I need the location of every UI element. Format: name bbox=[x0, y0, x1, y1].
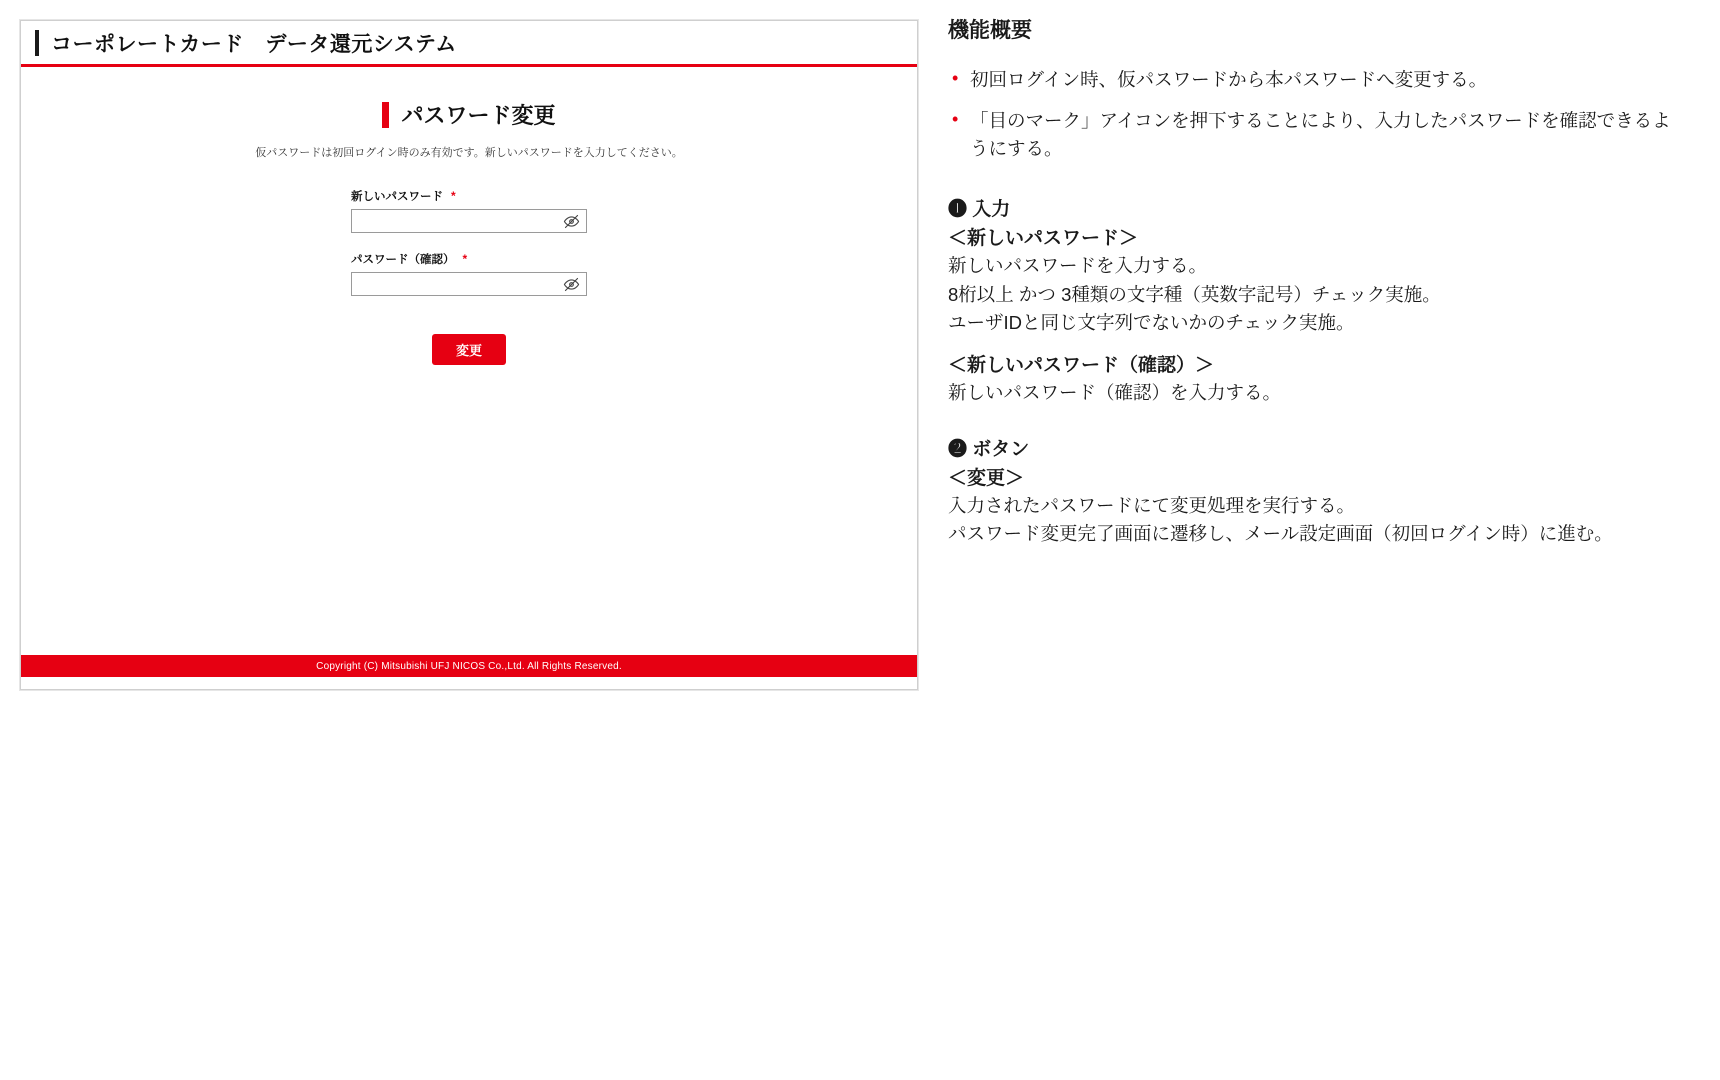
field-new-password-label: 新しいパスワード bbox=[351, 191, 443, 203]
field-new-password bbox=[351, 188, 587, 233]
annotation-title: 機能概要 bbox=[948, 19, 1032, 42]
eye-off-icon[interactable] bbox=[562, 275, 580, 293]
section-subheading: ＜新しいパスワード＞ bbox=[948, 228, 1139, 250]
password-change-form bbox=[21, 188, 917, 365]
app-footer: Copyright (C) Mitsubishi UFJ NICOS Co.,Ltd. All Rights Reserved. bbox=[21, 655, 917, 677]
header-accent-bar bbox=[35, 30, 39, 56]
submit-row bbox=[432, 334, 506, 365]
change-password-button[interactable]: 変更 bbox=[432, 334, 506, 365]
section-line: 入力されたパスワードにて変更処理を実行する。 bbox=[948, 494, 1356, 516]
app-header bbox=[21, 21, 917, 67]
section-line: パスワード変更完了画面に遷移し、メール設定画面（初回ログイン時）に進む。 bbox=[948, 523, 1613, 545]
page-note: 仮パスワードは初回ログイン時のみ有効です。新しいパスワードを入力してください。 bbox=[255, 147, 683, 159]
page-title bbox=[21, 99, 917, 130]
spacer bbox=[948, 338, 1688, 350]
annotation-panel bbox=[948, 14, 1688, 575]
page-title-accent bbox=[382, 102, 389, 128]
new-password-input[interactable] bbox=[352, 210, 552, 232]
application-window bbox=[20, 20, 918, 690]
section-heading: ❶ 入力 bbox=[948, 199, 1011, 221]
annotation-section-button bbox=[948, 434, 1688, 549]
confirm-password-input[interactable] bbox=[352, 273, 552, 295]
app-title: コーポレートカード データ還元システム bbox=[51, 32, 457, 56]
new-password-input-wrap[interactable] bbox=[351, 209, 587, 233]
section-heading: ❷ ボタン bbox=[948, 438, 1030, 460]
confirm-password-input-wrap[interactable] bbox=[351, 272, 587, 296]
section-subheading: ＜新しいパスワード（確認）＞ bbox=[948, 355, 1215, 377]
section-line: 8桁以上 かつ 3種類の文字種（英数字記号）チェック実施。 bbox=[948, 283, 1441, 305]
field-new-password-label-row bbox=[351, 188, 587, 204]
field-confirm-password-label: パスワード（確認） bbox=[351, 254, 455, 266]
section-line: 新しいパスワード（確認）を入力する。 bbox=[948, 382, 1282, 404]
required-marker: * bbox=[462, 252, 468, 266]
field-confirm-password bbox=[351, 251, 587, 296]
field-confirm-password-label-row bbox=[351, 251, 587, 267]
annotation-section-input bbox=[948, 194, 1688, 408]
list-item: • 初回ログイン時、仮パスワードから本パスワードへ変更する。 bbox=[948, 66, 1688, 95]
required-marker: * bbox=[451, 189, 456, 203]
section-subheading: ＜変更＞ bbox=[948, 467, 1025, 489]
annotation-bullets bbox=[948, 66, 1688, 164]
section-line: ユーザIDと同じ文字列でないかのチェック実施。 bbox=[948, 312, 1355, 334]
page-title-text: パスワード変更 bbox=[401, 103, 556, 128]
eye-off-icon[interactable] bbox=[562, 212, 580, 230]
app-body bbox=[21, 99, 917, 677]
section-line: 新しいパスワードを入力する。 bbox=[948, 255, 1208, 277]
list-item: • 「目のマーク」アイコンを押下することにより、入力したパスワードを確認できるようにする。 bbox=[948, 107, 1688, 164]
